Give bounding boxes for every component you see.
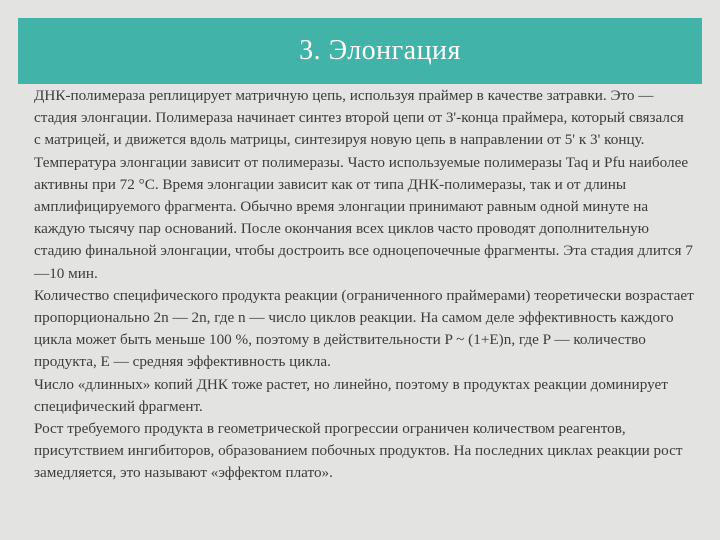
paragraph-product-quantity: Количество специфического продукта реакции (ограниченного праймерами) теоретически возрастает пропорционально 2n — 2n, где n — число циклов реакции. На самом деле эффективность каждого цикла может быть меньше 100 %, поэтому в действительности P ~ (1+E)n, где P — количество продукта, E — средняя эффективность цикла.: [34, 286, 694, 371]
paragraph-long-copies: Число «длинных» копий ДНК тоже растет, но линейно, поэтому в продуктах реакции доминирует специфический фрагмент.: [34, 375, 668, 415]
slide-title: 3. Элонгация: [299, 35, 461, 66]
paragraph-plateau-effect: Рост требуемого продукта в геометрической прогрессии ограничен количеством реагентов, присутствием ингибиторов, образованием побочных продуктов. На последних циклах реакции рост замедляется, это называют «эффектом плато».: [34, 420, 683, 482]
paragraph-elongation: ДНК-полимераза реплицирует матричную цепь, используя праймер в качестве затравки. Это — стадия элонгации. Полимераза начинает синтез второй цепи от 3'-конца праймера, который связался с матрицей, и движется вдоль матрицы, синтезируя новую цепь в направлении от 5' к 3' концу. Температура элонгации зависит от полимеразы. Часто используемые полимеразы Taq и Pfu наиболее активны при 72 °C. Время элонгации зависит как от типа ДНК-полимеразы, так и от длины амплифицируемого фрагмента. Обычно время элонгации принимают равным одной минуте на каждую тысячу пар оснований. После окончания всех циклов часто проводят дополнительную стадию финальной элонгации, чтобы достроить все одноцепочечные фрагменты. Эта стадия длится 7—10 мин.: [34, 87, 693, 282]
slide-body: [34, 85, 694, 525]
